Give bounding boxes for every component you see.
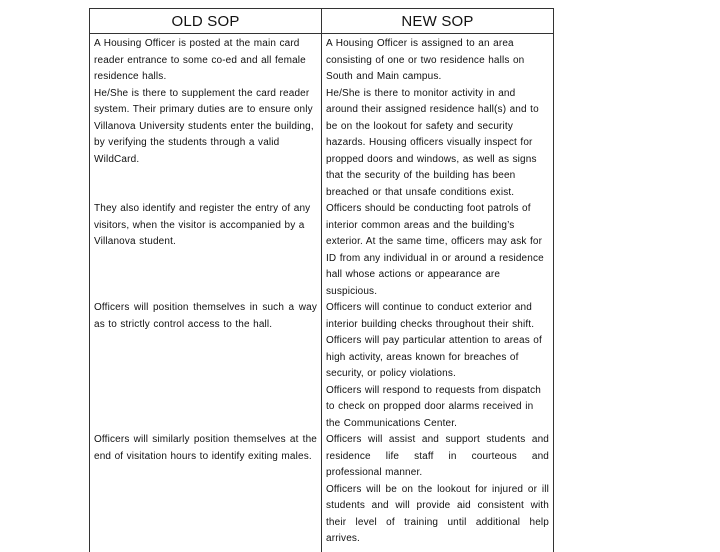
- table-row: [90, 432, 554, 552]
- old-sop-paragraph: He/She is there to supplement the card reader system. Their primary duties are to ensure only Villanova University students enter the building, by verifying the students through a valid WildCard.: [94, 87, 314, 165]
- sop-comparison-table: [89, 8, 554, 552]
- new-sop-cell: [322, 34, 554, 202]
- table-row: [90, 34, 554, 202]
- new-sop-paragraph: Officers should be conducting foot patrols of interior common areas and the building’s exterior. At the same time, officers may ask for ID from any individual in or around a residence hall whose actions or appearance are suspicious.: [326, 203, 544, 297]
- old-sop-paragraph: A Housing Officer is posted at the main card reader entrance to some co-ed and all female residence halls.: [94, 38, 306, 82]
- new-sop-paragraph: Officers will assist and support students and residence life staff in courteous and professional manner.: [326, 434, 549, 478]
- new-sop-cell: [322, 300, 554, 432]
- new-sop-paragraph: Officers will respond to requests from dispatch to check on propped door alarms received in the Communications Center.: [326, 384, 541, 429]
- old-sop-paragraph: Officers will similarly position themselves at the end of visitation hours to identify exiting males.: [94, 434, 317, 462]
- header-row: [90, 9, 554, 34]
- new-sop-cell: [322, 201, 554, 300]
- new-sop-paragraph: Officers will continue to conduct exterior and interior building checks throughout their shift. Officers will pay particular attention to areas of high activity, areas known for breaches of security, or policy violations.: [326, 302, 542, 379]
- old-sop-header: OLD SOP: [90, 9, 322, 34]
- old-sop-cell: [90, 300, 322, 432]
- table-row: [90, 300, 554, 432]
- old-sop-paragraph: Officers will position themselves in such a way as to strictly control access to the hall.: [94, 302, 317, 330]
- old-sop-paragraph: They also identify and register the entry of any visitors, when the visitor is accompanied by a Villanova student.: [94, 203, 311, 247]
- old-sop-cell: [90, 34, 322, 202]
- new-sop-paragraph: He/She is there to monitor activity in and around their assigned residence hall(s) and to be on the lookout for safety and security hazards. Housing officers visually inspect for propped doors and windows, as well as signs that the security of the building has been breached or that unsafe conditions exist.: [326, 87, 539, 198]
- new-sop-header: NEW SOP: [322, 9, 554, 34]
- old-sop-cell: [90, 432, 322, 552]
- new-sop-paragraph: A Housing Officer is assigned to an area consisting of one or two residence halls on South and Main campus.: [326, 38, 525, 82]
- new-sop-paragraph: Officers will be on the lookout for injured or ill students and will provide aid consistent with their level of training until additional help arrives.: [326, 483, 549, 544]
- old-sop-cell: [90, 201, 322, 300]
- new-sop-cell: [322, 432, 554, 552]
- table-row: [90, 201, 554, 300]
